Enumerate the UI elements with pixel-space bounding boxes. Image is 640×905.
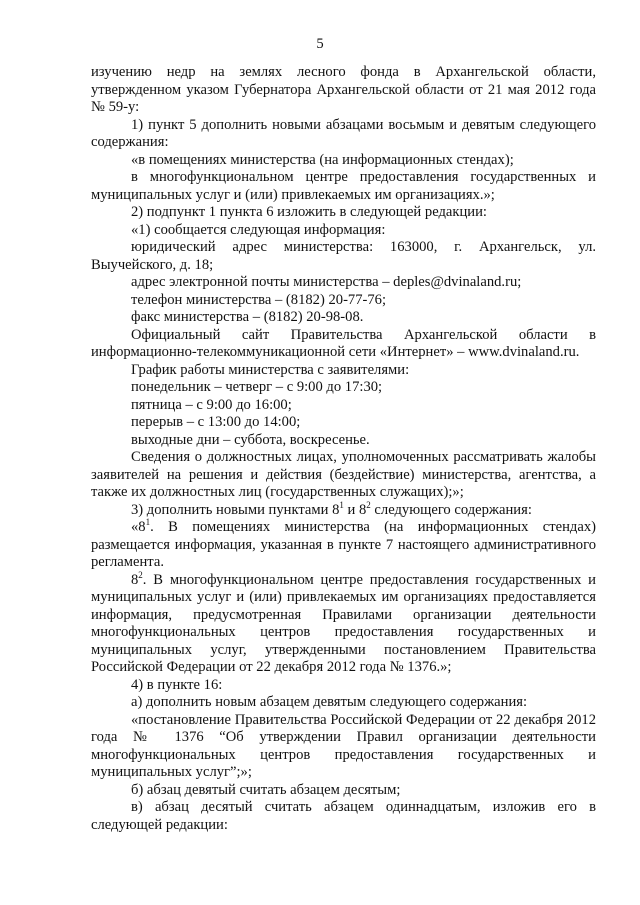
paragraph: 4) в пункте 16: bbox=[131, 676, 223, 693]
text-run: 8 bbox=[131, 571, 139, 588]
paragraph: в многофункциональном центре предоставления государственных и муниципальных услуг и (или) привлекаемых им организациях.»; bbox=[91, 169, 596, 203]
paragraph bbox=[91, 499, 596, 520]
text-run: 3) дополнить новыми пунктами 8 bbox=[131, 501, 340, 518]
text-run: следующего содержания: bbox=[370, 501, 532, 518]
paragraph: 2) подпункт 1 пункта 6 изложить в следующей редакции: bbox=[131, 204, 487, 220]
superscript-index: 1 bbox=[145, 517, 151, 528]
paragraph: факс министерства – (8182) 20-98-08. bbox=[131, 309, 364, 325]
paragraph: пятница – с 9:00 до 16:00; bbox=[131, 396, 292, 413]
text-run: и 8 bbox=[343, 501, 367, 518]
paragraph: «постановление Правительства Российской Федерации от 22 декабря 2012 года № 1376 “Об утверждении Правил организации деятельности многофункциональных центров предоставления государственных и муниципальных услуг”;»; bbox=[91, 711, 596, 780]
paragraph: в) абзац десятый считать абзацем одиннадцатым, изложив его в следующей редакции: bbox=[91, 799, 596, 833]
superscript-index: 2 bbox=[366, 499, 371, 510]
paragraph: Сведения о должностных лицах, уполномоченных рассматривать жалобы заявителей на решения и действия (бездействие) министерства, агентства, а также их должностных лиц (государственных служащих);»; bbox=[91, 449, 596, 500]
paragraph bbox=[91, 569, 596, 677]
page-number: 5 bbox=[316, 36, 324, 52]
paragraph: «в помещениях министерства (на информационных стендах); bbox=[131, 151, 514, 168]
paragraph: а) дополнить новым абзацем девятым следующего содержания: bbox=[131, 694, 528, 710]
text-run: «8 bbox=[131, 519, 146, 535]
paragraph: адрес электронной почты министерства – deples@dvinaland.ru; bbox=[131, 274, 522, 290]
paragraph: изучению недр на землях лесного фонда в Архангельской области, утвержденном указом Губернатора Архангельской области от 21 мая 2012 года № 59-у: bbox=[91, 64, 596, 115]
paragraph: выходные дни – суббота, воскресенье. bbox=[131, 431, 370, 448]
paragraph: понедельник – четверг – с 9:00 до 17:30; bbox=[131, 379, 383, 395]
text-run: . В многофункциональном центре предоставления государственных и муниципальных услуг и (или) привлекаемых им организациях предоставляется информация, предусмотренная Правилами организации деятельности многофункциональных центров предоставления государственных и муниципальных услуг, утвержденными постановлением Правительства Российской Федерации от 22 декабря 2012 года № 1376.»; bbox=[91, 571, 596, 675]
paragraph: юридический адрес министерства: 163000, г. Архангельск, ул. Выучейского, д. 18; bbox=[91, 239, 596, 273]
superscript-index: 2 bbox=[138, 569, 143, 580]
paragraph: «1) сообщается следующая информация: bbox=[131, 221, 386, 238]
document-body bbox=[91, 64, 596, 834]
superscript-index: 1 bbox=[339, 499, 344, 510]
paragraph: б) абзац девятый считать абзацем десятым; bbox=[131, 781, 401, 798]
paragraph: Официальный сайт Правительства Архангельской области в информационно-телекоммуникационной сети «Интернет» – www.dvinaland.ru. bbox=[91, 326, 596, 360]
paragraph: телефон министерства – (8182) 20-77-76; bbox=[131, 291, 387, 308]
paragraph bbox=[91, 519, 596, 572]
paragraph: График работы министерства с заявителями: bbox=[131, 361, 410, 378]
paragraph: перерыв – с 13:00 до 14:00; bbox=[131, 414, 301, 430]
text-run: . В помещениях министерства (на информационных стендах) размещается информация, указанная в пункте 7 настоящего административного регламента. bbox=[91, 519, 596, 570]
paragraph: 1) пункт 5 дополнить новыми абзацами восьмым и девятым следующего содержания: bbox=[91, 116, 596, 150]
